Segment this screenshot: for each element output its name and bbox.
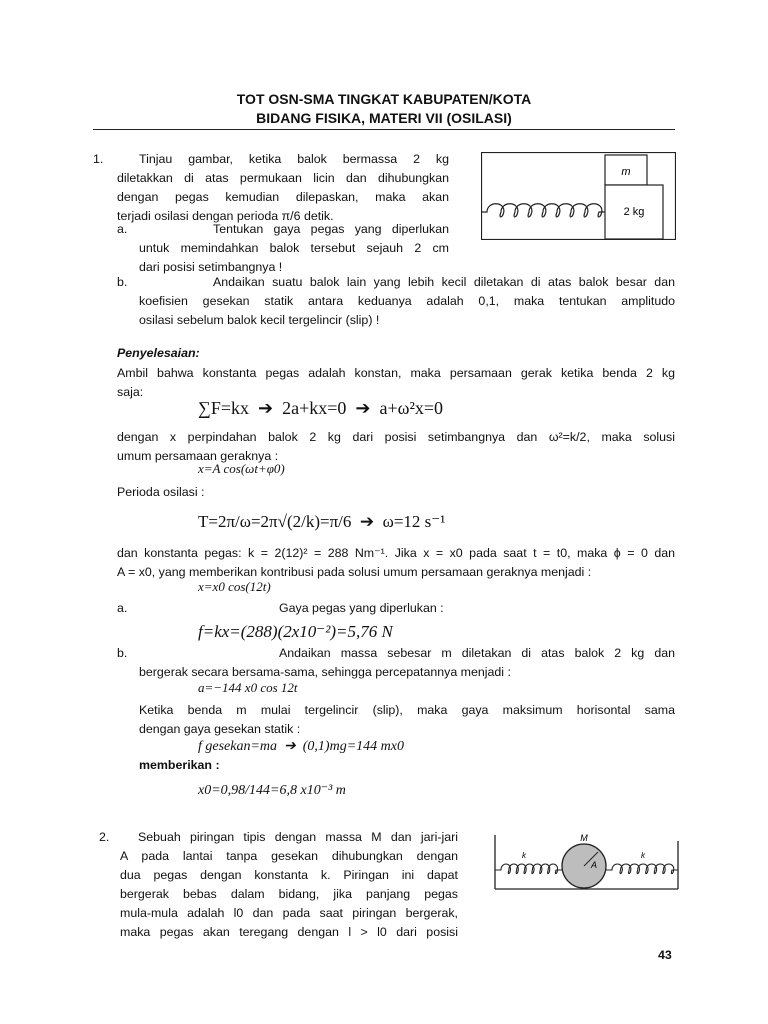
p1-part-b <box>139 273 675 330</box>
equation-force: f=kx=(288)(2x10⁻²)=5,76 N <box>198 622 393 641</box>
problem1-number: 1. <box>93 152 104 166</box>
p1-a-label: a. <box>117 222 128 236</box>
p1-b-line: koefisien gesekan statik antara keduanya adalah 0,1, maka tentukan amplitudo <box>139 294 675 308</box>
sol-b-label: b. <box>117 646 128 660</box>
p1-a-line: dari posisi setimbangnya ! <box>139 260 283 274</box>
intro-line: Ambil bahwa konstanta pegas adalah konstan, maka persamaan gerak ketika benda 2 kg <box>117 366 675 380</box>
sol-a-label: a. <box>117 601 128 615</box>
spring-left-label: k <box>522 851 526 860</box>
equation-accel: a=−144 x0 cos 12t <box>198 680 298 695</box>
p2-line: A pada lantai tanpa gesekan dihubungkan dengan <box>120 849 458 863</box>
intro-line: saja: <box>117 385 144 399</box>
p1-line: terjadi osilasi dengan perioda π/6 detik. <box>117 209 334 223</box>
solution-intro <box>117 364 675 402</box>
slip-line: Ketika benda m mulai tergelincir (slip), maka gaya maksimum horisontal sama <box>139 703 675 717</box>
equation-particular: x=x0 cos(12t) <box>198 579 271 594</box>
sol-a-text: Gaya pegas yang diperlukan : <box>279 601 444 615</box>
problem2-statement <box>120 828 458 942</box>
gives-label: memberikan : <box>139 758 220 772</box>
constant-text <box>117 544 675 582</box>
equation-period: T=2π/ω=2π√(2/k)=π/6 ➔ ω=12 s⁻¹ <box>198 512 446 531</box>
spring-block-figure <box>481 152 676 240</box>
p1-b-label: b. <box>117 275 128 289</box>
problem1-statement <box>117 150 449 226</box>
page-number: 43 <box>658 948 672 962</box>
period-label: Perioda osilasi : <box>117 485 205 499</box>
slip-text <box>139 701 675 739</box>
spring-right-label: k <box>641 851 645 860</box>
sol-part-b <box>139 644 675 682</box>
equation-result: x0=0,98/144=6,8 x10⁻³ m <box>198 783 346 798</box>
problem2-number: 2. <box>99 830 110 844</box>
radius-label: A <box>590 860 598 870</box>
big-block-label: 2 kg <box>623 206 645 218</box>
p2-line: Sebuah piringan tipis dengan massa M dan jari-jari <box>138 830 458 844</box>
equation-friction: f gesekan=ma ➔ (0,1)mg=144 mx0 <box>198 739 404 754</box>
slip-line: dengan gaya gesekan statik : <box>139 722 301 736</box>
title-divider <box>93 129 675 130</box>
p2-line: bergerak bebas dalam bidang, jika panjang pegas <box>120 887 458 901</box>
page-subtitle: BIDANG FISIKA, MATERI VII (OSILASI) <box>256 110 512 126</box>
p2-line: maka pegas akan teregang dengan l > l0 dari posisi <box>120 925 458 939</box>
p2-line: dua pegas dengan konstanta k. Piringan ini dapat <box>120 868 458 882</box>
spring <box>481 204 605 217</box>
disc-spring-figure <box>490 833 686 893</box>
after-eq-line: dengan x perpindahan balok 2 kg dari posisi setimbangnya dan ω²=k/2, maka solusi <box>117 430 675 444</box>
equation-general: x=A cos(ωt+φ0) <box>198 461 285 476</box>
solution-heading: Penyelesaian: <box>117 346 200 360</box>
const-line: dan konstanta pegas: k = 2(12)² = 288 Nm⁻¹. Jika x = x0 pada saat t = t0, maka ϕ = 0 dan <box>117 546 675 560</box>
p2-line: mula-mula adalah l0 dan pada saat piringan bergerak, <box>120 906 458 920</box>
p1-part-a <box>139 220 449 277</box>
page-title: TOT OSN-SMA TINGKAT KABUPATEN/KOTA <box>236 91 532 107</box>
equation-motion: ∑F=kx ➔ 2a+kx=0 ➔ a+ω²x=0 <box>198 398 443 418</box>
p1-b-line: Andaikan suatu balok lain yang lebih kecil diletakan di atas balok besar dan <box>213 275 675 289</box>
p1-a-line: untuk memindahkan balok tersebut sejauh 2 cm <box>139 241 449 255</box>
p1-line: diletakkan di atas permukaan licin dan dihubungkan <box>117 171 449 185</box>
p1-a-line: Tentukan gaya pegas yang diperlukan <box>213 222 449 236</box>
mass-label: M <box>580 833 588 843</box>
const-line: A = x0, yang memberikan kontribusi pada solusi umum persamaan geraknya menjadi : <box>117 565 592 579</box>
spring <box>495 864 562 874</box>
p1-b-line: osilasi sebelum balok kecil tergelincir (slip) ! <box>139 313 380 327</box>
after-eq-line: umum persamaan geraknya : <box>117 449 279 463</box>
sol-b-line: Andaikan massa sebesar m diletakan di atas balok 2 kg dan <box>279 646 675 660</box>
small-block-label: m <box>621 166 631 178</box>
sol-b-line: bergerak secara bersama-sama, sehingga percepatannya menjadi : <box>139 665 511 679</box>
spring <box>606 864 678 874</box>
p1-line: dengan pegas kemudian dilepaskan, maka akan <box>117 190 449 204</box>
p1-line: Tinjau gambar, ketika balok bermassa 2 kg <box>139 152 449 166</box>
